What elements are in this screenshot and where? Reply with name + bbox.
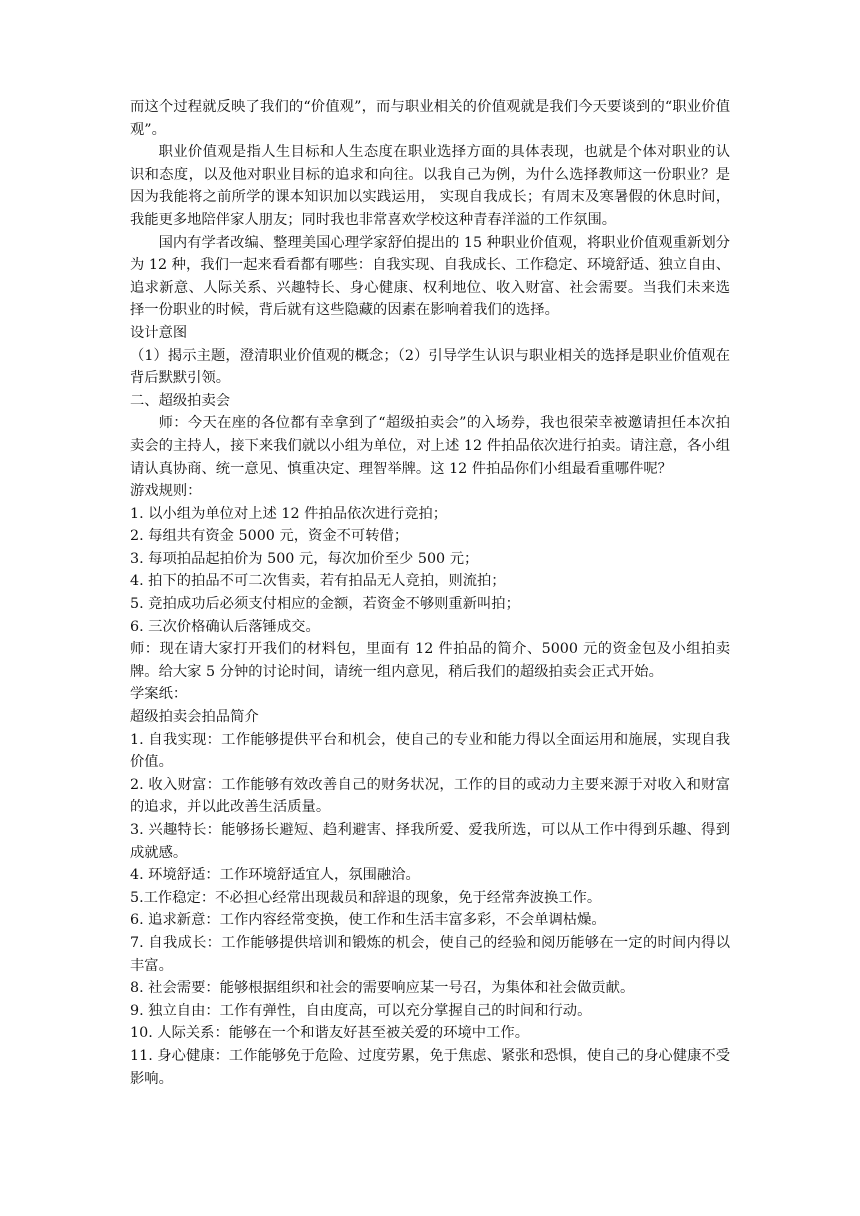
paragraph-definition: 职业价值观是指人生目标和人生态度在职业选择方面的具体表现，也就是个体对职业的认识和态度，以及他对职业目标的追求和向往。以我自己为例，为什么选择教师这一份职业？是因为我能将之前所学的课本知识加以实践运用， 实现自我成长；有周末及寒暑假的休息时间，我能更多地陪伴家人朋友；同时我也非常喜欢学校这种青春洋溢的工作氛围。 — [130, 144, 730, 228]
rule-item: 4. 拍下的拍品不可二次售卖，若有拍品无人竞拍，则流拍； — [130, 573, 506, 590]
design-intent-text: （1）揭示主题，澄清职业价值观的概念；（2）引导学生认识与职业相关的选择是职业价值观在背后默默引领。 — [130, 347, 730, 387]
rules-heading: 游戏规则： — [130, 483, 202, 500]
auction-item: 7. 自我成长：工作能够提供培训和锻炼的机会，使自己的经验和阅历能够在一定的时间内得以丰富。 — [130, 934, 730, 974]
auction-item: 4. 环境舒适：工作环境舒适宜人，氛围融洽。 — [130, 867, 420, 884]
worksheet-heading: 学案纸： — [130, 686, 188, 703]
teacher-intro: 师：今天在座的各位都有幸拿到了“超级拍卖会”的入场券，我也很荣幸被邀请担任本次拍卖会的主持人，接下来我们就以小组为单位，对上述 12 件拍品依次进行拍卖。请注意，各小组请认真协商、统一意见、慎重决定、理智举牌。这 12 件拍品你们小组最看重哪件呢？ — [130, 415, 730, 477]
auction-item: 8. 社会需要：能够根据组织和社会的需要响应某一号召，为集体和社会做贡献。 — [130, 980, 635, 997]
paragraph-value-process: 而这个过程就反映了我们的“价值观”，而与职业相关的价值观就是我们今天要谈到的“职业价值观”。 — [130, 99, 730, 138]
paragraph-twelve-values: 国内有学者改编、整理美国心理学家舒伯提出的 15 种职业价值观，将职业价值观重新划分为 12 种，我们一起来看看都有哪些：自我实现、自我成长、工作稳定、环境舒适、独立自由、追求新意、人际关系、兴趣特长、身心健康、权利地位、收入财富、社会需要。当我们未来选择一份职业的时候，背后就有这些隐藏的因素在影响着我们的选择。 — [130, 234, 730, 319]
auction-item: 10. 人际关系：能够在一个和谐友好甚至被关爱的环境中工作。 — [130, 1025, 529, 1042]
items-heading: 超级拍卖会拍品简介 — [130, 709, 259, 726]
rule-item: 6. 三次价格确认后落锤成交。 — [130, 618, 320, 635]
auction-item: 9. 独立自由：工作有弹性，自由度高，可以充分掌握自己的时间和行动。 — [130, 1002, 592, 1019]
auction-items-list — [130, 729, 730, 1091]
teacher-instruction: 师：现在请大家打开我们的材料包，里面有 12 件拍品的简介、5000 元的资金包及小组拍卖牌。给大家 5 分钟的讨论时间，请统一组内意见，稍后我们的超级拍卖会正式开始。 — [130, 641, 730, 680]
document-page — [130, 96, 730, 1090]
auction-item: 1. 自我实现：工作能够提供平台和机会，使自己的专业和能力得以全面运用和施展，实现自我价值。 — [130, 731, 730, 771]
rule-item: 1. 以小组为单位对上述 12 件拍品依次进行竞拍； — [130, 505, 448, 522]
auction-item: 6. 追求新意：工作内容经常变换，使工作和生活丰富多彩，不会单调枯燥。 — [130, 912, 606, 929]
rule-item: 5. 竞拍成功后必须支付相应的金额，若资金不够则重新叫拍； — [130, 596, 520, 613]
auction-item: 11. 身心健康：工作能够免于危险、过度劳累，免于焦虑、紧张和恐惧，使自己的身心健康不受影响。 — [130, 1047, 730, 1087]
section-heading-auction: 二、超级拍卖会 — [130, 392, 231, 409]
auction-item: 5.工作稳定：不必担心经常出现裁员和辞退的现象，免于经常奔波换工作。 — [130, 889, 602, 906]
auction-item: 2. 收入财富：工作能够有效改善自己的财务状况，工作的目的或动力主要来源于对收入和财富的追求，并以此改善生活质量。 — [130, 776, 730, 816]
rule-item: 2. 每组共有资金 5000 元，资金不可转借； — [130, 528, 409, 545]
rule-item: 3. 每项拍品起拍价为 500 元，每次加价至少 500 元； — [130, 550, 479, 567]
auction-item: 3. 兴趣特长：能够扬长避短、趋利避害、择我所爱、爱我所选，可以从工作中得到乐趣、得到成就感。 — [130, 822, 730, 861]
rules-list — [130, 503, 730, 639]
design-intent-heading: 设计意图 — [130, 324, 188, 341]
